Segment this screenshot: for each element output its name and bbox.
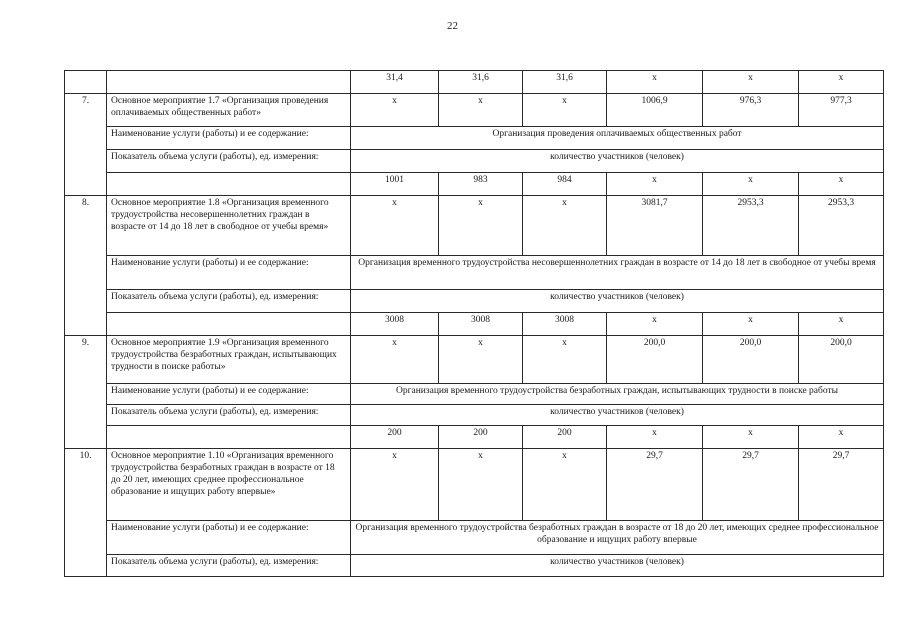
table-cell: 29,7 [703,449,799,521]
table-cell: 1006,9 [607,94,703,127]
table-cell: 977,3 [799,94,884,127]
table-cell: x [703,71,799,94]
volume-unit: количество участников (человек) [351,405,884,426]
table-cell: 976,3 [703,94,799,127]
service-name-label: Наименование услуги (работы) и ее содержание: [107,127,351,150]
table-cell [107,313,351,336]
item-title: Основное мероприятие 1.10 «Организация временного трудоустройства безработных граждан в возрасте от 18 до 20 лет, имеющих среднее профессиональное образование и ищущих работу впервые» [107,449,351,521]
table-cell: 200 [523,426,607,449]
table-row [65,71,884,94]
service-name-value: Организация временного трудоустройства несовершеннолетних граждан в возрасте от 14 до 18 лет в свободное от учебы время [351,256,884,290]
table-cell: x [523,449,607,521]
table-cell: x [703,173,799,196]
table-cell: x [799,173,884,196]
table-cell: 3008 [523,313,607,336]
table-row [65,405,884,426]
item-number: 7. [65,94,107,196]
table-cell: x [799,426,884,449]
program-table [64,70,884,577]
table-cell: x [439,196,523,256]
table-cell: x [351,94,439,127]
table-row [65,555,884,577]
table-cell: 31,4 [351,71,439,94]
table-cell: x [703,313,799,336]
table-cell: 200,0 [799,336,884,384]
table-cell: x [607,173,703,196]
table-row [65,196,884,256]
table-cell [107,71,351,94]
table-cell: 984 [523,173,607,196]
volume-unit: количество участников (человек) [351,290,884,313]
table-row [65,127,884,150]
table-cell: 983 [439,173,523,196]
table-cell: 3008 [439,313,523,336]
table-row [65,521,884,555]
table-cell: 200 [351,426,439,449]
item-number: 8. [65,196,107,336]
table-cell: 31,6 [439,71,523,94]
table-cell: x [523,336,607,384]
table-cell: x [439,336,523,384]
item-title: Основное мероприятие 1.8 «Организация временного трудоустройства несовершеннолетних граждан в возрасте от 14 до 18 лет в свободное от учебы время» [107,196,351,256]
volume-unit: количество участников (человек) [351,150,884,173]
table-row [65,336,884,384]
table-cell [107,173,351,196]
table-cell: x [351,336,439,384]
table-cell: x [523,94,607,127]
table-cell: 29,7 [607,449,703,521]
table-row [65,150,884,173]
table-cell: x [523,196,607,256]
table-cell: x [351,196,439,256]
table-cell [65,71,107,94]
table-cell: x [439,449,523,521]
table-row [65,426,884,449]
service-name-value: Организация временного трудоустройства безработных граждан, испытывающих трудности в поиске работы [351,384,884,405]
table-cell: 31,6 [523,71,607,94]
table-cell: 3081,7 [607,196,703,256]
table-cell: x [799,313,884,336]
table-row [65,173,884,196]
service-name-value: Организация временного трудоустройства безработных граждан в возрасте от 18 до 20 лет, имеющих среднее профессиональное образование и ищущих работу впервые [351,521,884,555]
table-cell: x [799,71,884,94]
item-number: 10. [65,449,107,577]
volume-indicator-label: Показатель объема услуги (работы), ед. измерения: [107,150,351,173]
service-name-label: Наименование услуги (работы) и ее содержание: [107,256,351,290]
service-name-label: Наименование услуги (работы) и ее содержание: [107,521,351,555]
table-row [65,94,884,127]
service-name-label: Наименование услуги (работы) и ее содержание: [107,384,351,405]
table-cell: x [703,426,799,449]
service-name-value: Организация проведения оплачиваемых общественных работ [351,127,884,150]
table-cell: 29,7 [799,449,884,521]
table-cell [107,426,351,449]
volume-indicator-label: Показатель объема услуги (работы), ед. измерения: [107,290,351,313]
table-cell: 3008 [351,313,439,336]
page-number: 22 [447,20,458,32]
table-row [65,256,884,290]
table-row [65,384,884,405]
volume-indicator-label: Показатель объема услуги (работы), ед. измерения: [107,405,351,426]
item-title: Основное мероприятие 1.7 «Организация проведения оплачиваемых общественных работ» [107,94,351,127]
table-cell: 2953,3 [799,196,884,256]
table-cell: x [607,71,703,94]
table-cell: 200 [439,426,523,449]
table-cell: x [607,313,703,336]
table-cell: x [439,94,523,127]
table-cell: 200,0 [703,336,799,384]
table-row [65,449,884,521]
table-cell: 2953,3 [703,196,799,256]
table-cell: x [607,426,703,449]
table-row [65,313,884,336]
table-cell: 200,0 [607,336,703,384]
item-title: Основное мероприятие 1.9 «Организация временного трудоустройства безработных граждан, испытывающих трудности в поиске работы» [107,336,351,384]
volume-indicator-label: Показатель объема услуги (работы), ед. измерения: [107,555,351,577]
table-cell: x [351,449,439,521]
table-cell: 1001 [351,173,439,196]
volume-unit: количество участников (человек) [351,555,884,577]
table-row [65,290,884,313]
item-number: 9. [65,336,107,449]
